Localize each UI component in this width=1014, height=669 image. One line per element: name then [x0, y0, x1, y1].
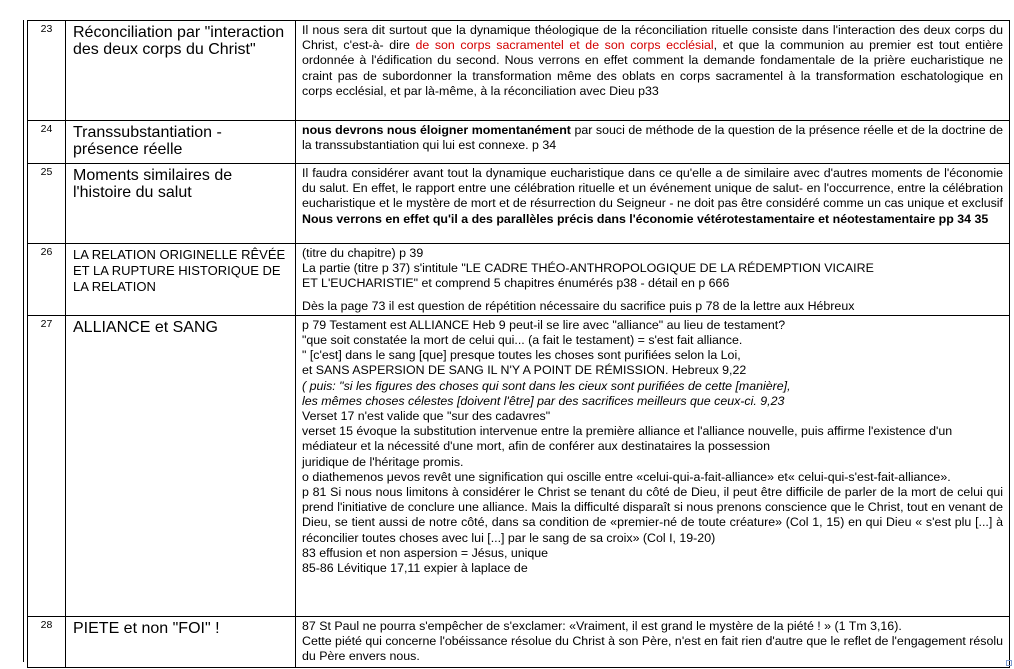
- text-line: les mêmes choses célestes [doivent l'être] par des sacrifices meilleurs que ceux-ci. 9,23: [302, 393, 785, 408]
- table-row: [28, 21, 1010, 121]
- text-line: p 81 Si nous nous limitons à considérer le Christ se tenant du côté de Dieu, il peut être difficile de parler de la mort de celui qui prend l'initiative de conclure une alliance. Mais la difficulté disparaît si nous prenons conscience que le Christ, tout en venant de Dieu, se tient aussi de notre côté, dans sa condition de «premier-né de toute créature» (Col 1, 15) en qui Dieu « s'est plu [...] à réconcilier toutes choses avec lui [...] par le sang de sa croix» (Col I, 19-20): [302, 485, 1003, 545]
- highlighted-text: de son corps sacramentel et de son corps ecclésial: [415, 38, 714, 53]
- bold-text: Nous verrons en effet qu'il a des parallèles précis dans l'économie vétérotestamentaire et néotestamentaire pp 34 35: [302, 211, 989, 226]
- row-text: [296, 164, 1010, 244]
- row-title: LA RELATION ORIGINELLE RÊVÉE ET LA RUPTURE HISTORIQUE DE LA RELATION: [66, 244, 296, 316]
- row-text: [296, 616, 1010, 667]
- bold-text: nous devrons nous éloigner momentanément: [302, 123, 571, 137]
- text-line: 87 St Paul ne pourra s'empêcher de s'exclamer: «Vraiment, il est grand le mystère de la piété ! » (1 Tm 3,16).: [302, 618, 902, 633]
- row-text: [296, 244, 1010, 316]
- table-row: [28, 244, 1010, 316]
- table-row: [28, 315, 1010, 616]
- text-run: Il faudra considérer avant tout la dynamique eucharistique dans ce qu'elle a de similaire avec d'autres moments de l'économie du salut. En effet, le rapport entre une célébration rituelle et un événement unique de salut- en l'occurrence, entre la célébration eucharistique et le mystère de mort et de résurrection du Seigneur - ne doit pas être considéré comme un cas unique et exclusif: [302, 166, 1003, 211]
- notes-document: [27, 20, 1009, 662]
- text-run: Il nous sera dit surtout que la dynamique théologique de la réconciliation rituelle consiste dans l'interaction des deux corps du Christ, c'est-à- dire: [302, 23, 1003, 53]
- row-text: [296, 315, 1010, 616]
- row-number: 28: [28, 616, 66, 667]
- text-line: et SANS ASPERSION DE SANG IL N'Y A POINT DE RÉMISSION. Hebreux 9,22: [302, 363, 747, 378]
- row-number: 27: [28, 315, 66, 616]
- row-number: 24: [28, 121, 66, 164]
- resize-handle-icon[interactable]: [1006, 660, 1012, 666]
- text-line: p 79 Testament est ALLIANCE Heb 9 peut-il se lire avec "alliance" au lieu de testament?: [302, 317, 786, 332]
- row-title: Réconciliation par "interaction des deux corps du Christ": [66, 21, 296, 121]
- text-line: verset 15 évoque la substitution intervenue entre la première alliance et l'alliance nouvelle, puis affirme l'existence d'un médiateur et la nécessité d'une mort, afin de conférer aux destinataires la possession: [302, 424, 953, 454]
- row-title: Transsubstantiation - présence réelle: [66, 121, 296, 164]
- text-run: par souci de méthode de la question de la présence réelle et de la doctrine de la transsubstantiation qui lui est connexe. p 34: [302, 123, 1003, 153]
- text-line: ET L'EUCHARISTIE" et comprend 5 chapitres énumérés p38 - détail en p 666: [302, 276, 730, 291]
- notes-table: [27, 20, 1010, 668]
- text-line: juridique de l'héritage promis.: [302, 454, 464, 469]
- table-row: [28, 164, 1010, 244]
- text-line: Cette piété qui concerne l'obéissance résolue du Christ à son Père, n'est en fait rien d'autre que le reflet de l'engagement résolu du Père envers nous.: [302, 634, 1004, 664]
- text-run: , et que la communion au premier est tout entière ordonnée à l'édification du second. Nous verrons en effet comment la demande fondamentale de la prière eucharistique ne craint pas de subordonner la transformation même des oblats en corps sacramentel à la transformation eschatologique en corps ecclésial, et par là-même, à la réconciliation avec Dieu p33: [302, 38, 1003, 98]
- row-text: [296, 21, 1010, 121]
- row-number: 25: [28, 164, 66, 244]
- text-line: ( puis: "si les figures des choses qui sont dans les cieux sont purifiées de cette [manière],: [302, 378, 791, 393]
- text-line: 83 effusion et non aspersion = Jésus, unique: [302, 545, 549, 560]
- text-line: " [c'est] dans le sang [que] presque toutes les choses sont purifiées selon la Loi,: [302, 348, 741, 363]
- left-margin-line: [23, 20, 24, 662]
- text-line: o diathemenos μevos revêt une signification qui oscille entre «celui-qui-a-fait-alliance» et« celui-qui-s'est-fait-alliance».: [302, 469, 951, 484]
- row-number: 26: [28, 244, 66, 316]
- text-line: (titre du chapitre) p 39: [302, 246, 424, 260]
- table-row: [28, 616, 1010, 667]
- row-text: [296, 121, 1010, 164]
- text-line: "que soit constatée la mort de celui qui... (a fait le testament) = s'est fait alliance.: [302, 333, 743, 348]
- text-line: La partie (titre p 37) s'intitule "LE CADRE THÉO-ANTHROPOLOGIQUE DE LA RÉDEMPTION VICAIRE: [302, 261, 874, 276]
- table-row: [28, 121, 1010, 164]
- text-line: Verset 17 n'est valide que "sur des cadavres": [302, 409, 551, 424]
- row-title: ALLIANCE et SANG: [66, 315, 296, 616]
- row-title: PIETE et non "FOI" !: [66, 616, 296, 667]
- text-line: Dès la page 73 il est question de répétition nécessaire du sacrifice puis p 78 de la lettre aux Hébreux: [302, 298, 855, 313]
- row-number: 23: [28, 21, 66, 121]
- text-line: 85-86 Lévitique 17,11 expier à laplace de: [302, 561, 528, 576]
- row-title: Moments similaires de l'histoire du salut: [66, 164, 296, 244]
